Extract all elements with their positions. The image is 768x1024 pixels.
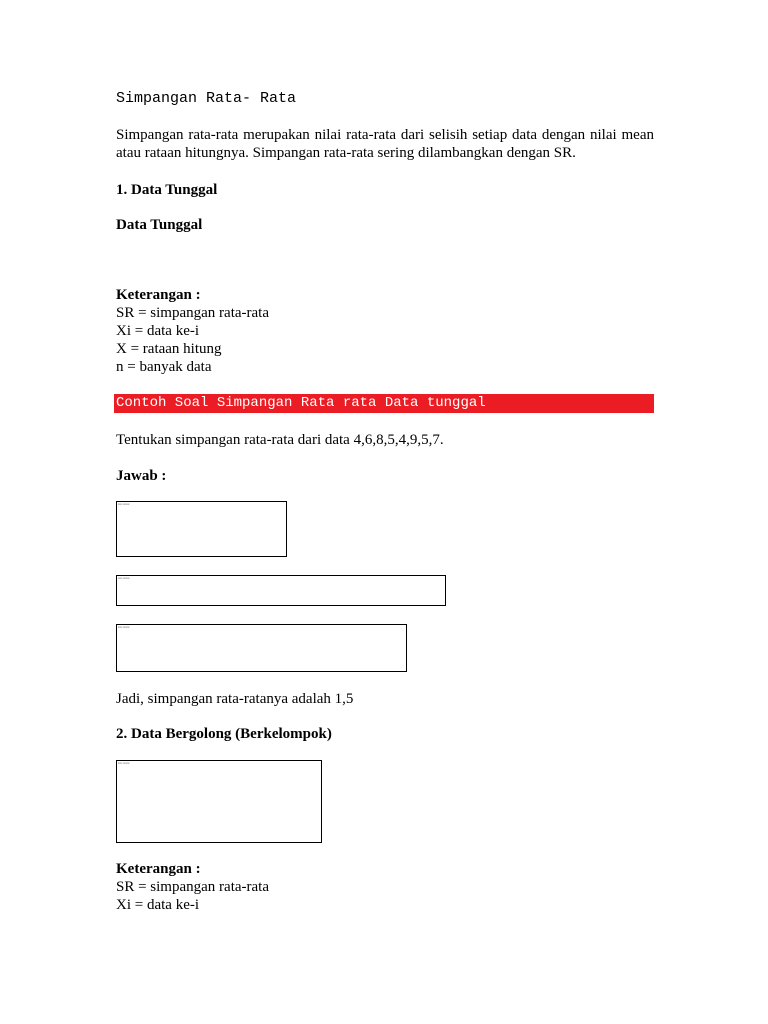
legend-item: SR = simpangan rata-rata xyxy=(116,879,269,895)
legend-title: Keterangan : xyxy=(116,287,201,303)
formula-image-placeholder xyxy=(116,624,407,672)
legend-item: Xi = data ke-i xyxy=(116,323,200,339)
legend-title: Keterangan : xyxy=(116,861,201,877)
section2-legend xyxy=(116,860,269,914)
image-placeholder-mark: ▪▪▪▪ ▪▪▪▪▪▪ xyxy=(118,502,130,506)
section2-heading: 2. Data Bergolong (Berkelompok) xyxy=(116,726,332,742)
example-banner: Contoh Soal Simpangan Rata rata Data tunggal xyxy=(114,394,654,413)
legend-item: Xi = data ke-i xyxy=(116,897,200,913)
legend-item: n = banyak data xyxy=(116,359,212,375)
page-title: Simpangan Rata- Rata xyxy=(116,90,297,107)
image-placeholder-mark: ▪▪▪▪ ▪▪▪▪▪▪ xyxy=(118,625,130,629)
example-question: Tentukan simpangan rata-rata dari data 4,6,8,5,4,9,5,7. xyxy=(116,432,444,448)
example-conclusion: Jadi, simpangan rata-ratanya adalah 1,5 xyxy=(116,691,354,707)
section1-legend xyxy=(116,286,269,376)
image-placeholder-mark: ▪▪▪▪ ▪▪▪▪▪▪ xyxy=(118,576,130,580)
formula-image-placeholder xyxy=(116,501,287,557)
image-placeholder-mark: ▪▪▪▪ ▪▪▪▪▪▪ xyxy=(118,761,130,765)
legend-item: X = rataan hitung xyxy=(116,341,222,357)
intro-paragraph: Simpangan rata-rata merupakan nilai rata-rata dari selisih setiap data dengan nilai mean atau rataan hitungnya. Simpangan rata-rata sering dilambangkan dengan SR. xyxy=(116,127,654,161)
answer-label: Jawab : xyxy=(116,468,167,484)
section1-heading: 1. Data Tunggal xyxy=(116,182,218,198)
formula-image-placeholder xyxy=(116,760,322,843)
section1-subheading: Data Tunggal xyxy=(116,217,203,233)
legend-item: SR = simpangan rata-rata xyxy=(116,305,269,321)
formula-image-placeholder xyxy=(116,575,446,606)
